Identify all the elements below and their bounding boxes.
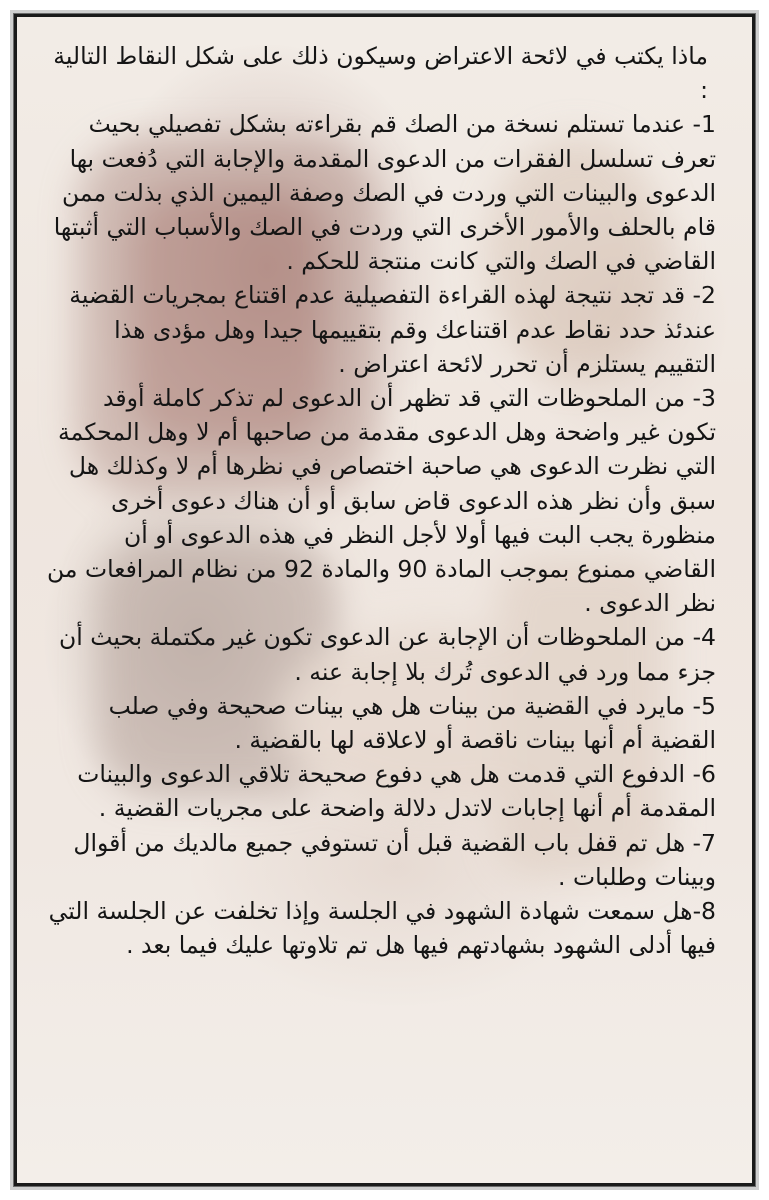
point-5: 5- مايرد في القضية من بينات هل هي بينات صحيحة وفي صلب القضية أم أنها بينات ناقصة أو لاعلاقه لها بالقضية .	[108, 691, 716, 755]
point-4: 4- من الملحوظات أن الإجابة عن الدعوى تكون غير مكتملة بحيث أن جزء مما ورد في الدعوى تُرك بلا إجابة عنه .	[58, 623, 716, 686]
point-3: 3- من الملحوظات التي قد تظهر أن الدعوى لم تذكر كاملة أوقد تكون غير واضحة وهل الدعوى مقدمة من صاحبها أم لا وهل المحكمة التي نظرت الدعوى هي صاحبة اختصاص في نظرها أم لا وكذلك هل سبق وأن نظر هذه الدعوى قاض سابق أو أن هناك دعوى أخرى منظورة يجب البت فيها أولا لأجل النظر في هذه الدعوى أو أن القاضي ممنوع بموجب المادة 90 والمادة 92 من نظام المرافعات من نظر الدعوى .	[47, 384, 716, 618]
point-7: 7- هل تم قفل باب القضية قبل أن تستوفي جميع مالديك من أقوال وبينات وطلبات .	[73, 828, 716, 891]
point-8: 8-هل سمعت شهادة الشهود في الجلسة وإذا تخلفت عن الجلسة التي فيها أدلى الشهود بشهادتهم فيها هل تم تلاوتها عليك فيما بعد .	[48, 897, 716, 960]
point-6: 6- الدفوع التي قدمت هل هي دفوع صحيحة تلاقي الدعوى والبينات المقدمة أم أنها إجابات لاتدل دلالة واضحة على مجريات القضية .	[77, 760, 716, 823]
point-1: 1- عندما تستلم نسخة من الصك قم بقراءته بشكل تفصيلي بحيث تعرف تسلسل الفقرات من الدعوى المقدمة والإجابة التي دُفعت بها الدعوى والبينات التي وردت في الصك وصفة اليمين الذي بذلت ممن قام بالحلف والأمور الأخرى التي وردت في الصك والأسباب التي أثبتها القاضي في الصك والتي كانت منتجة للحكم .	[53, 110, 716, 276]
document-body	[47, 39, 716, 962]
intro-paragraph: ماذا يكتب في لائحة الاعتراض وسيكون ذلك على شكل النقاط التالية :	[53, 42, 708, 105]
document-frame	[14, 14, 755, 1186]
point-2: 2- قد تجد نتيجة لهذه القراءة التفصيلية عدم اقتناع بمجريات القضية عندئذ حدد نقاط عدم اقتناعك وقم بتقييمها جيدا وهل مؤدى هذا التقييم يستلزم أن تحرر لائحة اعتراض .	[69, 281, 716, 378]
